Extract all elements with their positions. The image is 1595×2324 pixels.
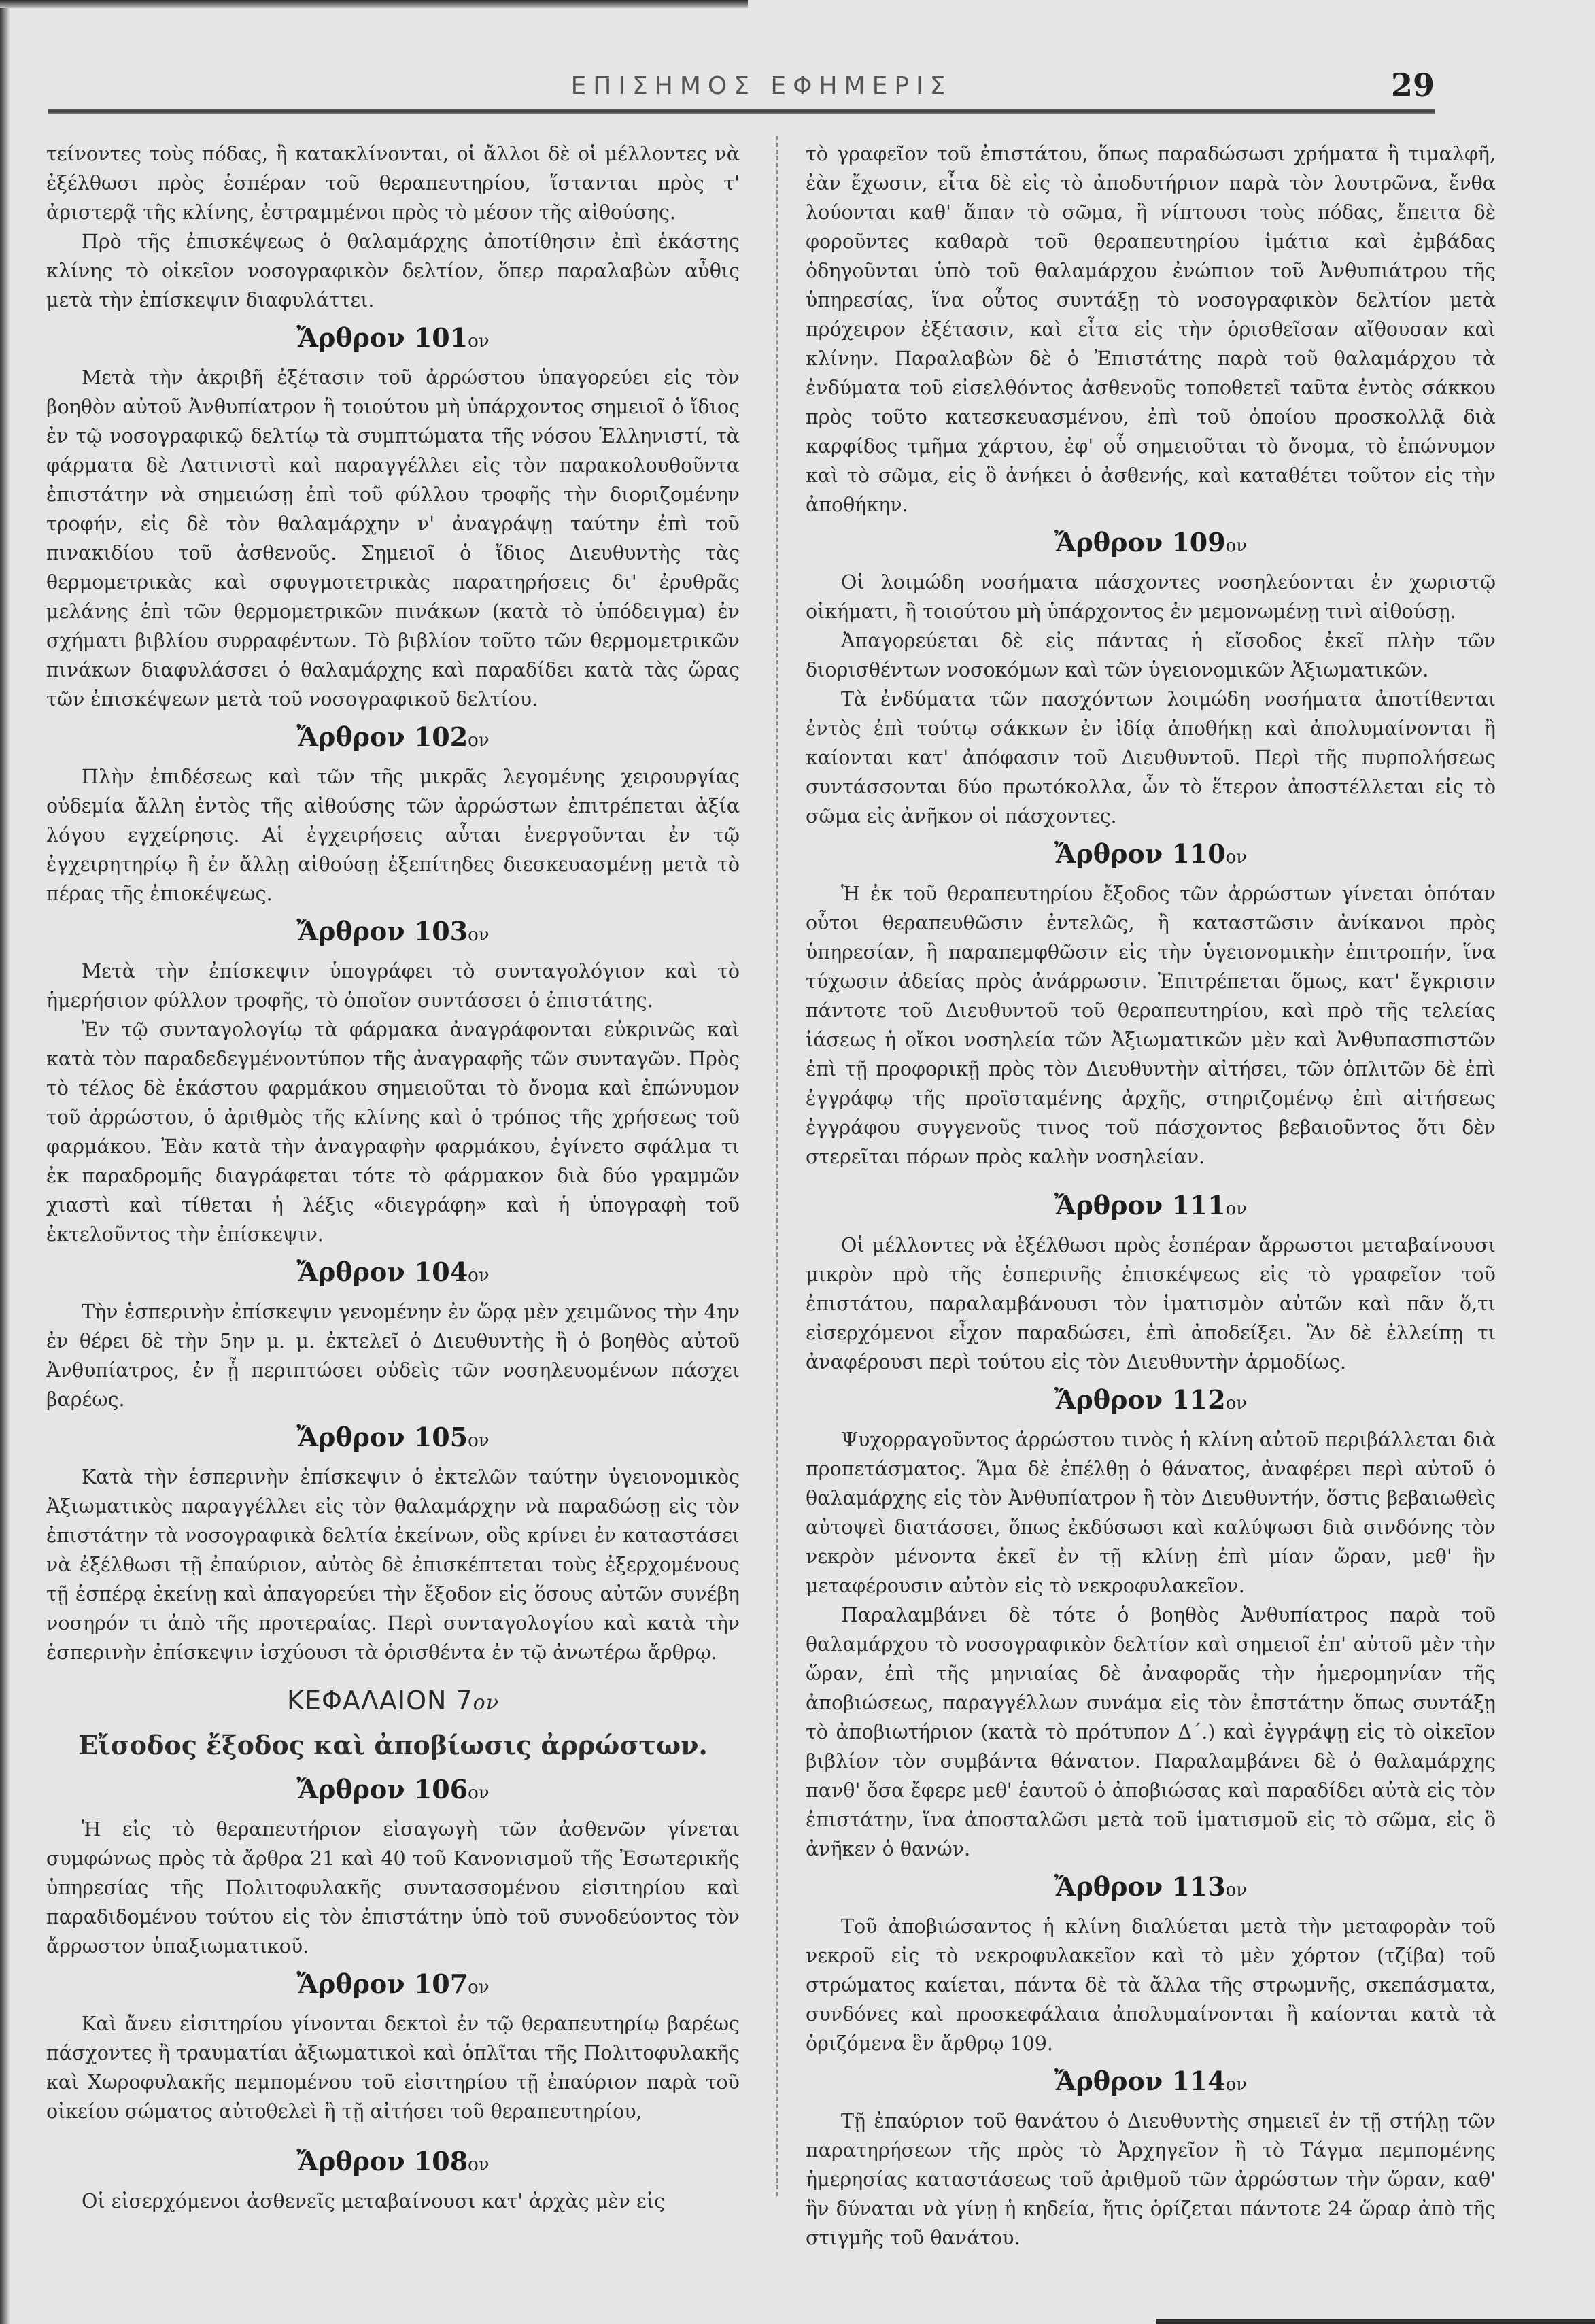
paragraph: Κατὰ τὴν ἑσπερινὴν ἐπίσκεψιν ὁ ἐκτελῶν ταύτην ὑγειονομικὸς Ἀξιωματικὸς παραγγέλλει εἰς τὸν θαλαμάρχην νὰ παραδώσῃ εἰς τὸν ἐπιστάτην τὰ νοσογραφικὰ δελτία ἐκείνων, οὓς κρίνει ἐν καταστάσει νὰ ἐξέλθωσι τῇ ἐπαύριον, αὐτὸς δὲ ἐπισκέπτεται τοὺς ἐξερχομένους τῇ ἑσπέρᾳ ἐκείνῃ καὶ ἀπαγορεύει τὴν ἔξοδον εἰς ὅσους αὐτῶν συνέβη νοσηρόν τι ἀπὸ τῆς προτεραίας. Περὶ συνταγολογίου καὶ κατὰ τὴν ἑσπερινὴν ἐπίσκεψιν ἰσχύουσι τὰ ὁρισθέντα ἐν τῷ ἀνωτέρω ἄρθρῳ. (46, 1466, 740, 1664)
gazette-title: ΕΠΙΣΗΜΟΣ ΕΦΗΜΕΡΙΣ (570, 72, 953, 100)
ordinal-suffix: ον (1225, 847, 1248, 868)
paragraph: τὸ γραφεῖον τοῦ ἐπιστάτου, ὅπως παραδώσωσι χρήματα ἢ τιμαλφῆ, ἐὰν ἔχωσιν, εἶτα δὲ εἰς τὸ ἀποδυτήριον παρὰ τὸν λουτρῶνα, ἔνθα λούονται καθ' ἅπαν τὸ σῶμα, ἢ νίπτουσι τοὺς πόδας, ἔπειτα δὲ φοροῦντες καθαρὰ τοῦ θεραπευτηρίου ἱμάτια καὶ ἐμβάδας ὁδηγοῦνται ὑπὸ τοῦ θαλαμάρχου ἐνώπιον τοῦ Ἀνθυπιάτρου τῆς ὑπηρεσίας, ἵνα οὗτος συντάξῃ τὸ νοσογραφικὸν δελτίον μετὰ πρόχειρον ἐξέτασιν, καὶ εἶτα εἰς τὴν ὁρισθεῖσαν αἴθουσαν καὶ κλίνην. Παραλαβὼν δὲ ὁ Ἐπιστάτης παρὰ τοῦ θαλαμάρχου τὰ ἐνδύματα τοῦ εἰσελθόντος ἀσθενοῦς τοποθετεῖ ταῦτα ἐντὸς σάκκου πρὸς τοῦτο κατεσκευασμένου, ἐπὶ τοῦ ὁποίου προσκολλᾷ διὰ καρφίδος τμῆμα χάρτου, ἐφ' οὗ σημειοῦται τὸ ὄνομα, τὸ ἐπώνυμον καὶ τὸ σῶμα, εἰς ὃ ἀνήκει ὁ ἀσθενής, καὶ καταθέτει τοῦτον εἰς τὴν ἀποθήκην. (806, 143, 1496, 516)
paragraph: Πρὸ τῆς ἐπισκέψεως ὁ θαλαμάρχης ἀποτίθησιν ἐπὶ ἑκάστης κλίνης τὸ οἰκεῖον νοσογραφικὸν δελτίον, ὅπερ παραλαβὼν αὖθις μετὰ τὴν ἐπίσκεψιν διαφυλάττει. (46, 230, 740, 311)
left-column (46, 139, 740, 2216)
article-title: Ἄρθρον 107 (296, 1968, 468, 1999)
paragraph: Τοῦ ἀποβιώσαντος ἡ κλίνη διαλύεται μετὰ τὴν μεταφορὰν τοῦ νεκροῦ εἰς τὸ νεκροφυλακεῖον καὶ τὸ μὲν χόρτον (τζίβα) τοῦ στρώματος καίεται, πάντα δὲ τὰ ἄλλα τῆς στρωμνῆς, σκεπάσματα, συνδόνες καὶ προσκεφάλαια ἀπολυμαίνονται ἢ καίονται κατὰ τὰ ὁριζόμενα ἓν ἄρθρῳ 109. (806, 1915, 1496, 2055)
ordinal-suffix: ον (468, 1265, 490, 1286)
chapter-heading (46, 1679, 740, 1724)
article-title: Ἄρθρον 109 (1054, 527, 1226, 558)
paragraph: Μετὰ τὴν ἀκριβῆ ἐξέτασιν τοῦ ἀρρώστου ὑπαγορεύει εἰς τὸν βοηθὸν αὐτοῦ Ἀνθυπίατρον ἢ τοιούτου μὴ ὑπάρχοντος σημειοῖ ὁ ἴδιος ἐν τῷ νοσογραφικῷ δελτίῳ τὰ συμπτώματα τῆς νόσου Ἑλληνιστί, τὰ φάρματα δὲ Λατινιστὶ καὶ παραγγέλλει εἰς τὸν παρακολουθοῦντα ἐπιστάτην νὰ σημειώσῃ ἐπὶ τοῦ φύλλου τροφῆς τὴν διοριζομένην τροφήν, εἰς δὲ τὸν θαλαμάρχην ν' ἀναγράψῃ ταύτην ἐπὶ τοῦ πινακιδίου τοῦ ἀσθενοῦς. Σημειοῖ ὁ ἴδιος Διευθυντὴς τὰς θερμομετρικὰς καὶ σφυγμοτετρικὰς παρατηρήσεις δι' ἐρυθρᾶς μελάνης ἐπὶ τῶν θερμομετρικῶν πινάκων (κατὰ τὸ ὑπόδειγμα) ἐν σχήματι βιβλίου συρραφέντων. Τὸ βιβλίον τοῦτο τῶν θερμομετρικῶν πινάκων διαφυλάσσει ὁ θαλαμάρχης καὶ παραδίδει κατὰ τὰς ὥρας τῶν ἐπισκέψεων μετὰ τοῦ νοσογραφικοῦ δελτίου. (46, 366, 740, 711)
paragraph: Ἀπαγορεύεται δὲ εἰς πάντας ἡ εἴσοδος ἐκεῖ πλὴν τῶν διορισθέντων νοσοκόμων καὶ τῶν ὑγειονομικῶν Ἀξιωματικῶν. (806, 630, 1496, 681)
article-title: Ἄρθρον 103 (296, 916, 468, 946)
article-title: Ἄρθρον 113 (1054, 1871, 1226, 1902)
ordinal-suffix: ον (468, 1977, 490, 1998)
article-heading-108 (46, 2142, 740, 2184)
header-rule (48, 109, 1435, 114)
article-heading-104 (46, 1253, 740, 1295)
article-heading-112 (806, 1381, 1496, 1422)
ordinal-suffix: ον (468, 2155, 490, 2175)
article-heading-107 (46, 1965, 740, 2006)
paragraph: Τῇ ἐπαύριον τοῦ θανάτου ὁ Διευθυντὴς σημειεῖ ἐν τῇ στήλῃ τῶν παρατηρήσεων τῆς πρὸς τὸ Ἀρχηγεῖον ἢ τὸ Τάγμα πεμπομένης ἡμερησίας καταστάσεως τοῦ ἀριθμοῦ τῶν ἀρρώστων τὴν ὥραν, καθ' ἣν δύναται νὰ γίνῃ ἡ κηδεία, ἥτις ὁρίζεται πάντοτε 24 ὥραρ ἀπὸ τῆς στιγμῆς τοῦ θανάτου. (806, 2110, 1496, 2249)
paragraph: Οἱ εἰσερχόμενοι ἀσθενεῖς μεταβαίνουσι κατ' ἀρχὰς μὲν εἰς (82, 2190, 665, 2212)
article-title: Ἄρθρον 114 (1054, 2066, 1226, 2096)
article-heading-101 (46, 319, 740, 360)
page-header (48, 61, 1475, 109)
ordinal-suffix: ον (1225, 1880, 1248, 1900)
paragraph: Ψυχορραγοῦντος ἀρρώστου τινὸς ἡ κλίνη αὐτοῦ περιβάλλεται διὰ προπετάσματος. Ἅμα δὲ ἐπέλθῃ ὁ θάνατος, ἀναφέρει περὶ αὐτοῦ ὁ θαλαμάρχης εἰς τὸν Ἀνθυπίατρον ἢ τὸν Διευθυντήν, ὅστις βεβαιωθεὶς αὐτοψεὶ διατάσσει, ὅπως ἐκδύσωσι καὶ καλύψωσι διὰ σινδόνης τὸν νεκρὸν μένοντα ἐκεῖ ἐν τῇ κλίνῃ ἐπὶ μίαν ὥραν, μεθ' ἣν μεταφέρουσιν αὐτὸν εἰς τὸ νεκροφυλακεῖον. (806, 1429, 1496, 1597)
paragraph: Τὴν ἑσπερινὴν ἐπίσκεψιν γενομένην ἐν ὥρᾳ μὲν χειμῶνος τὴν 4ην ἐν θέρει δὲ τὴν 5ην μ. μ. ἐκτελεῖ ὁ Διευθυντὴς ἢ ὁ βοηθὸς αὐτοῦ Ἀνθυπίατρος, ἐν ᾗ περιπτώσει οὐδεὶς τῶν νοσηλευομένων πάσχει βαρέως. (46, 1301, 740, 1411)
article-title: Ἄρθρον 104 (296, 1257, 468, 1287)
paragraph: Πλὴν ἐπιδέσεως καὶ τῶν τῆς μικρᾶς λεγομένης χειρουργίας οὐδεμία ἄλλη ἐντὸς τῆς αἰθούσης τῶν ἀρρώστων ἐπιτρέπεται ἀξία λόγου εγχείρησις. Αἱ ἐγχειρήσεις αὗται ἐνεργοῦνται ἐν τῷ ἐγχειρητηρίῳ ἢ ἐν ἄλλῃ αἰθούσῃ ἐξεπίτηδες διεσκευασμένῃ μετὰ τὸ πέρας τῆς ἐπιοκέψεως. (46, 766, 740, 905)
scan-border-left (0, 0, 10, 2324)
ordinal-suffix: ον (1225, 1199, 1248, 1219)
paragraph: Οἱ μέλλοντες νὰ ἐξέλθωσι πρὸς ἑσπέραν ἄρρωστοι μεταβαίνουσι μικρὸν πρὸ τῆς ἑσπερινῆς ἐπισκέψεως εἰς τὸ γραφεῖον τοῦ ἐπιστάτου, παραλαμβάνουσι τὸν ἱματισμὸν αὐτῶν καὶ πᾶν ὅ,τι εἰσερχόμενοι εἶχον παραδώσει, ἐπὶ ἀποδείξει. Ἂν δὲ ἐλλείπῃ τι ἀναφέρουσι περὶ τούτου εἰς τὸν Διευθυντὴν ἁρμοδίως. (806, 1234, 1496, 1373)
paragraph: Μετὰ τὴν ἐπίσκεψιν ὑπογράφει τὸ συνταγολόγιον καὶ τὸ ἡμερήσιον φύλλον τροφῆς, τὸ ὁποῖον συντάσσει ὁ ἐπιστάτης. (46, 960, 740, 1012)
scan-border-bottom (1156, 2319, 1595, 2324)
scan-border-top (0, 0, 748, 8)
ordinal-suffix: ον (1225, 1393, 1248, 1414)
paragraph: Καὶ ἄνευ εἰσιτηρίου γίνονται δεκτοὶ ἐν τῷ θεραπευτηρίῳ βαρέως πάσχοντες ἢ τραυματίαι ἀξιωματικοὶ καὶ ὁπλῖται τῆς Πολιτοφυλακῆς καὶ Χωροφυλακῆς πεμπομένου τοῦ εἰσιτηρίου τῇ ἐπαύριον παρὰ τοῦ οἰκείου σώματος αὐτοθελεὶ ἢ τῇ αἰτήσει τοῦ θεραπευτηρίου, (46, 2013, 740, 2123)
paragraph: τείνοντες τοὺς πόδας, ἢ κατακλίνονται, οἱ ἄλλοι δὲ οἱ μέλλοντες νὰ ἐξέλθωσι πρὸς ἑσπέραν τοῦ θεραπευτηρίου, ἵστανται πρὸς τ' ἀριστερᾷ τῆς κλίνης, ἐστραμμένοι πρὸς τὸ μέσον τῆς αἰθούσης. (46, 143, 740, 224)
article-title: Ἄρθρον 108 (296, 2146, 468, 2176)
article-title: Ἄρθρον 112 (1054, 1384, 1226, 1415)
ordinal-suffix: ον (468, 1431, 490, 1451)
article-heading-111 (806, 1186, 1496, 1228)
chapter-title: ΚΕΦΑΛΑΙΟΝ 7 (287, 1686, 473, 1715)
article-title: Ἄρθρον 105 (296, 1422, 468, 1452)
ordinal-suffix: ον (1225, 536, 1248, 556)
article-title: Ἄρθρον 106 (296, 1774, 468, 1805)
article-title: Ἄρθρον 101 (296, 322, 468, 353)
article-heading-103 (46, 912, 740, 954)
article-heading-109 (806, 524, 1496, 565)
ordinal-suffix: ον (468, 1783, 490, 1803)
ordinal-suffix: ον (1225, 2074, 1248, 2095)
article-title: Ἄρθρον 110 (1054, 838, 1226, 869)
article-heading-110 (806, 835, 1496, 876)
right-column (806, 139, 1496, 2253)
article-heading-102 (46, 718, 740, 759)
article-heading-105 (46, 1418, 740, 1460)
article-title: Ἄρθρον 102 (296, 721, 468, 752)
paragraph: Οἱ λοιμώδη νοσήματα πάσχοντες νοσηλεύονται ἐν χωριστῷ οἰκήματι, ἢ τοιούτου μὴ ὑπάρχοντος ἐν μεμονωμένῃ τινὶ αἰθούσῃ. (806, 571, 1496, 623)
article-heading-106 (46, 1771, 740, 1812)
ordinal-suffix: ον (468, 331, 490, 352)
page-number: 29 (1390, 67, 1435, 103)
column-divider (776, 136, 778, 2196)
ordinal-suffix: ον (468, 925, 490, 945)
ordinal-suffix: ον (473, 1691, 499, 1715)
paragraph: Τὰ ἐνδύματα τῶν πασχόντων λοιμώδη νοσήματα ἀποτίθενται ἐντὸς ἐπὶ τούτῳ σάκκων ἐν ἰδίᾳ ἀποθήκῃ καὶ ἀπολυμαίνονται ἢ καίονται κατ' ἀπόφασιν τοῦ Διευθυντοῦ. Περὶ τῆς πυρπολήσεως συντάσσονται δύο πρωτόκολλα, ὧν τὸ ἕτερον ἀποστέλλεται εἰς τὸ σῶμα εἰς ἀνῆκον οἱ πάσχοντες. (806, 688, 1496, 827)
article-heading-114 (806, 2062, 1496, 2104)
chapter-subtitle: Εἴσοδος ἔξοδος καὶ ἀποβίωσις ἀρρώστων. (78, 1730, 708, 1760)
article-title: Ἄρθρον 111 (1054, 1190, 1226, 1220)
ordinal-suffix: ον (468, 730, 490, 751)
paragraph: Ἡ ἐκ τοῦ θεραπευτηρίου ἔξοδος τῶν ἀρρώστων γίνεται ὁπόταν οὗτοι θεραπευθῶσιν ἐντελῶς, ἢ καταστῶσιν ἀνίκανοι πρὸς ὑπηρεσίαν, ἢ παραπεμφθῶσιν εἰς τὴν ὑγειονομικὴν ἐπιτροπήν, ἵνα τύχωσιν ἀδείας πρὸς ἀνάρρωσιν. Ἐπιτρέπεται ὅμως, κατ' ἔγκρισιν πάντοτε τοῦ Διευθυντοῦ τοῦ θεραπευτηρίου, καὶ πρὸ τῆς τελείας ἰάσεως ἡ οἴκοι νοσηλεία τῶν Ἀξιωματικῶν μὲν καὶ Ἀνθυπασπιστῶν ἐπὶ τῇ προφορικῇ πρὸς τὸν Διευθυντὴν αἰτήσει, τῶν ὁπλιτῶν δὲ ἐπὶ ἐγγράφῳ τῆς προϊσταμένης ἀρχῆς, στηριζομένῳ ἐπὶ αἰτήσεως ἐγγράφου συγγενοῦς τινος τοῦ πάσχοντος βεβαιοῦντος ὅτι δὲν στερεῖται πόρων πρὸς καλὴν νοσηλείαν. (806, 883, 1496, 1168)
article-heading-113 (806, 1868, 1496, 1909)
paragraph: Παραλαμβάνει δὲ τότε ὁ βοηθὸς Ἀνθυπίατρος παρὰ τοῦ θαλαμάρχου τὸ νοσογραφικὸν δελτίον καὶ σημειοῖ ἐπ' αὐτοῦ μὲν τὴν ὥραν, ἐπὶ τῆς μηνιαίας δὲ ἀναφορᾶς τὴν ἡμερομηνίαν τῆς ἀποβιώσεως, παραγγέλλων συνάμα εἰς τὸν ἐπστάτην ὅπως συντάξῃ τὸ ἀποβιωτήριον (κατὰ τὸ πρότυπον Δ΄.) καὶ ἐγγράψῃ εἰς τὸ οἰκεῖον βιβλίον τὸν συμβάντα θάνατον. Παραλαμβάνει δὲ ὁ θαλαμάρχης πανθ' ὅσα ἔφερε μεθ' ἑαυτοῦ ὁ ἀποβιώσας καὶ παραδίδει αὐτὰ εἰς τὸν ἐπιστάτην, ἵνα ἀποσταλῶσι μετὰ τοῦ ἱματισμοῦ εἰς τὸ σῶμα, εἰς ὃ ἀνῆκεν ὁ θανών. (806, 1604, 1496, 1860)
paragraph: Ἡ εἰς τὸ θεραπευτήριον εἰσαγωγὴ τῶν ἀσθενῶν γίνεται συμφώνως πρὸς τὰ ἄρθρα 21 καὶ 40 τοῦ Κανονισμοῦ τῆς Ἐσωτερικῆς ὑπηρεσίας τῆς Πολιτοφυλακῆς συντασσομένου εἰσιτηρίου καὶ παραδιδομένου τούτου εἰς τὸν ἐπιστάτην ὑπὸ τοῦ συνοδεύοντος τὸν ἄρρωστον ὑπαξιωματικοῦ. (46, 1818, 740, 1958)
paragraph: Ἐν τῷ συνταγολογίῳ τὰ φάρμακα ἀναγράφονται εὐκρινῶς καὶ κατὰ τὸν παραδεδεγμένοντύπον τῆς ἀναγραφῆς τῶν συνταγῶν. Πρὸς τὸ τέλος δὲ ἑκάστου φαρμάκου σημειοῦται τὸ ὄνομα καὶ ἐπώνυμον τοῦ ἀρρώστου, ὁ ἀριθμὸς τῆς κλίνης καὶ ὁ τρόπος τῆς χρήσεως τοῦ φαρμάκου. Ἐὰν κατὰ τὴν ἀναγραφὴν φαρμάκου, ἐγίνετο σφάλμα τι ἐκ παραδρομῆς διαγράφεται τότε τὸ φάρμακον διὰ δύο γραμμῶν χιαστὶ καὶ τίθεται ἡ λέξις «διεγράφη» καὶ ἡ ὑπογραφὴ τοῦ ἐκτελοῦντος τὴν ἐπίσκεψιν. (46, 1019, 740, 1246)
